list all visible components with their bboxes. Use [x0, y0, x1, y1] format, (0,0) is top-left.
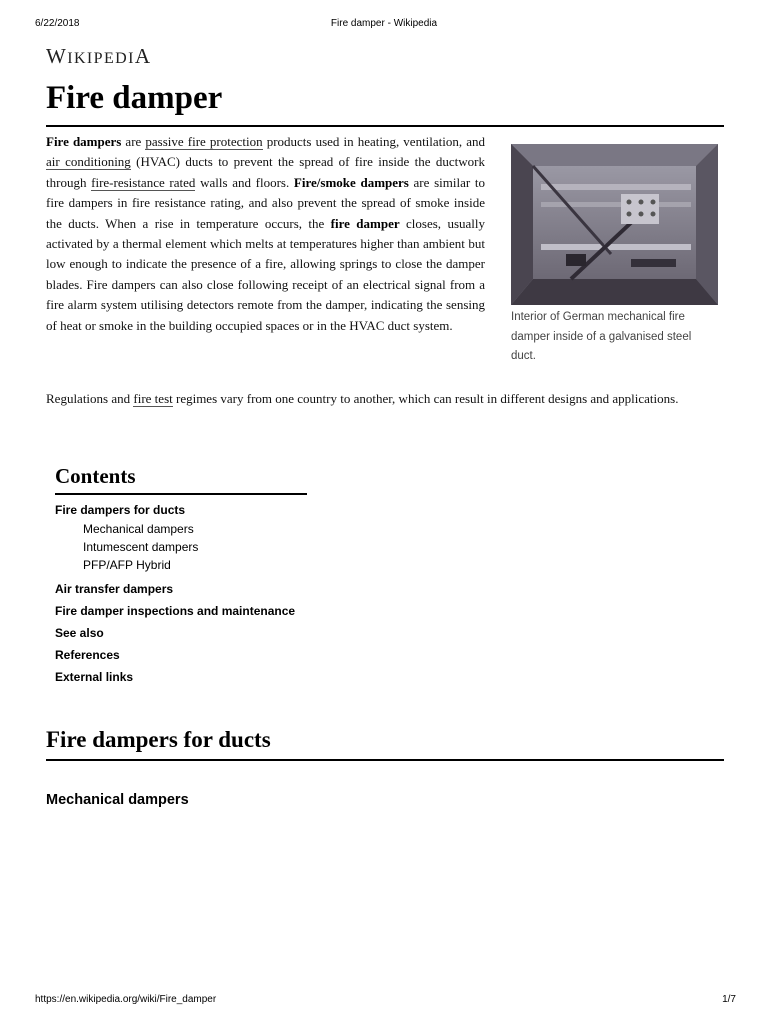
lead-paragraph: Fire dampers are passive fire protection products used in heating, ventilation, and air conditioning (HVAC) ducts to prevent the spread of fire inside the ductwork through fire-resistance rated walls and floors. Fire/smoke dampers are similar to fire dampers in fire resistance rating, and also prevent the spread of smoke inside the ducts. When a rise in temperature occurs, the fire damper closes, usually activated by a thermal element which melts at temperatures higher than ambient but low enough to indicate the presence of a fire, allowing springs to close the damper blades. Fire dampers can also close following receipt of an electrical signal from a fire alarm system utilising detectors remote from the damper, indicating the sensing of heat or smoke in the building occupied spaces or in the HVAC duct system.	[46, 134, 486, 333]
print-date: 6/22/2018	[35, 18, 80, 29]
infobox-figure	[511, 144, 719, 367]
fire-damper-photo[interactable]	[511, 144, 718, 305]
figure-caption: Interior of German mechanical fire damper inside of a galvanised steel duct.	[511, 311, 692, 362]
print-page-number: 1/7	[722, 994, 736, 1005]
toc-item-air-transfer-dampers[interactable]: Air transfer dampers	[55, 582, 174, 596]
toc-item-references[interactable]: References	[55, 648, 120, 662]
print-url: https://en.wikipedia.org/wiki/Fire_damper	[35, 994, 217, 1005]
link-fire-resistance-rated[interactable]: fire-resistance rated	[91, 174, 196, 190]
toc-item-pfp-afp-hybrid[interactable]: PFP/AFP Hybrid	[83, 558, 171, 572]
regulations-paragraph: Regulations and fire test regimes vary from one country to another, which can result in different designs and applications.	[46, 391, 679, 406]
toc-item-intumescent-dampers[interactable]: Intumescent dampers	[83, 540, 199, 554]
page-title: Fire damper	[46, 80, 223, 116]
link-fire-test[interactable]: fire test	[133, 391, 173, 406]
print-page-title: Fire damper - Wikipedia	[330, 18, 438, 29]
subsection-heading-mechanical-dampers: Mechanical dampers	[46, 792, 189, 808]
toc-item-fire-dampers-for-ducts[interactable]: Fire dampers for ducts	[55, 503, 186, 517]
toc-item-external-links[interactable]: External links	[55, 670, 134, 684]
section-divider	[46, 759, 724, 761]
link-air-conditioning[interactable]: air conditioning	[46, 154, 131, 170]
toc-item-inspections-maintenance[interactable]: Fire damper inspections and maintenance	[55, 604, 296, 618]
wikipedia-logo[interactable]: WIKIPEDIA	[46, 44, 152, 68]
toc-item-see-also[interactable]: See also	[55, 626, 104, 640]
table-of-contents	[55, 464, 307, 688]
title-divider	[46, 125, 724, 127]
link-passive-fire-protection[interactable]: passive fire protection	[145, 134, 263, 149]
toc-heading: Contents	[55, 464, 307, 495]
toc-item-mechanical-dampers[interactable]: Mechanical dampers	[83, 522, 194, 536]
section-heading-fire-dampers-for-ducts: Fire dampers for ducts	[46, 727, 271, 752]
